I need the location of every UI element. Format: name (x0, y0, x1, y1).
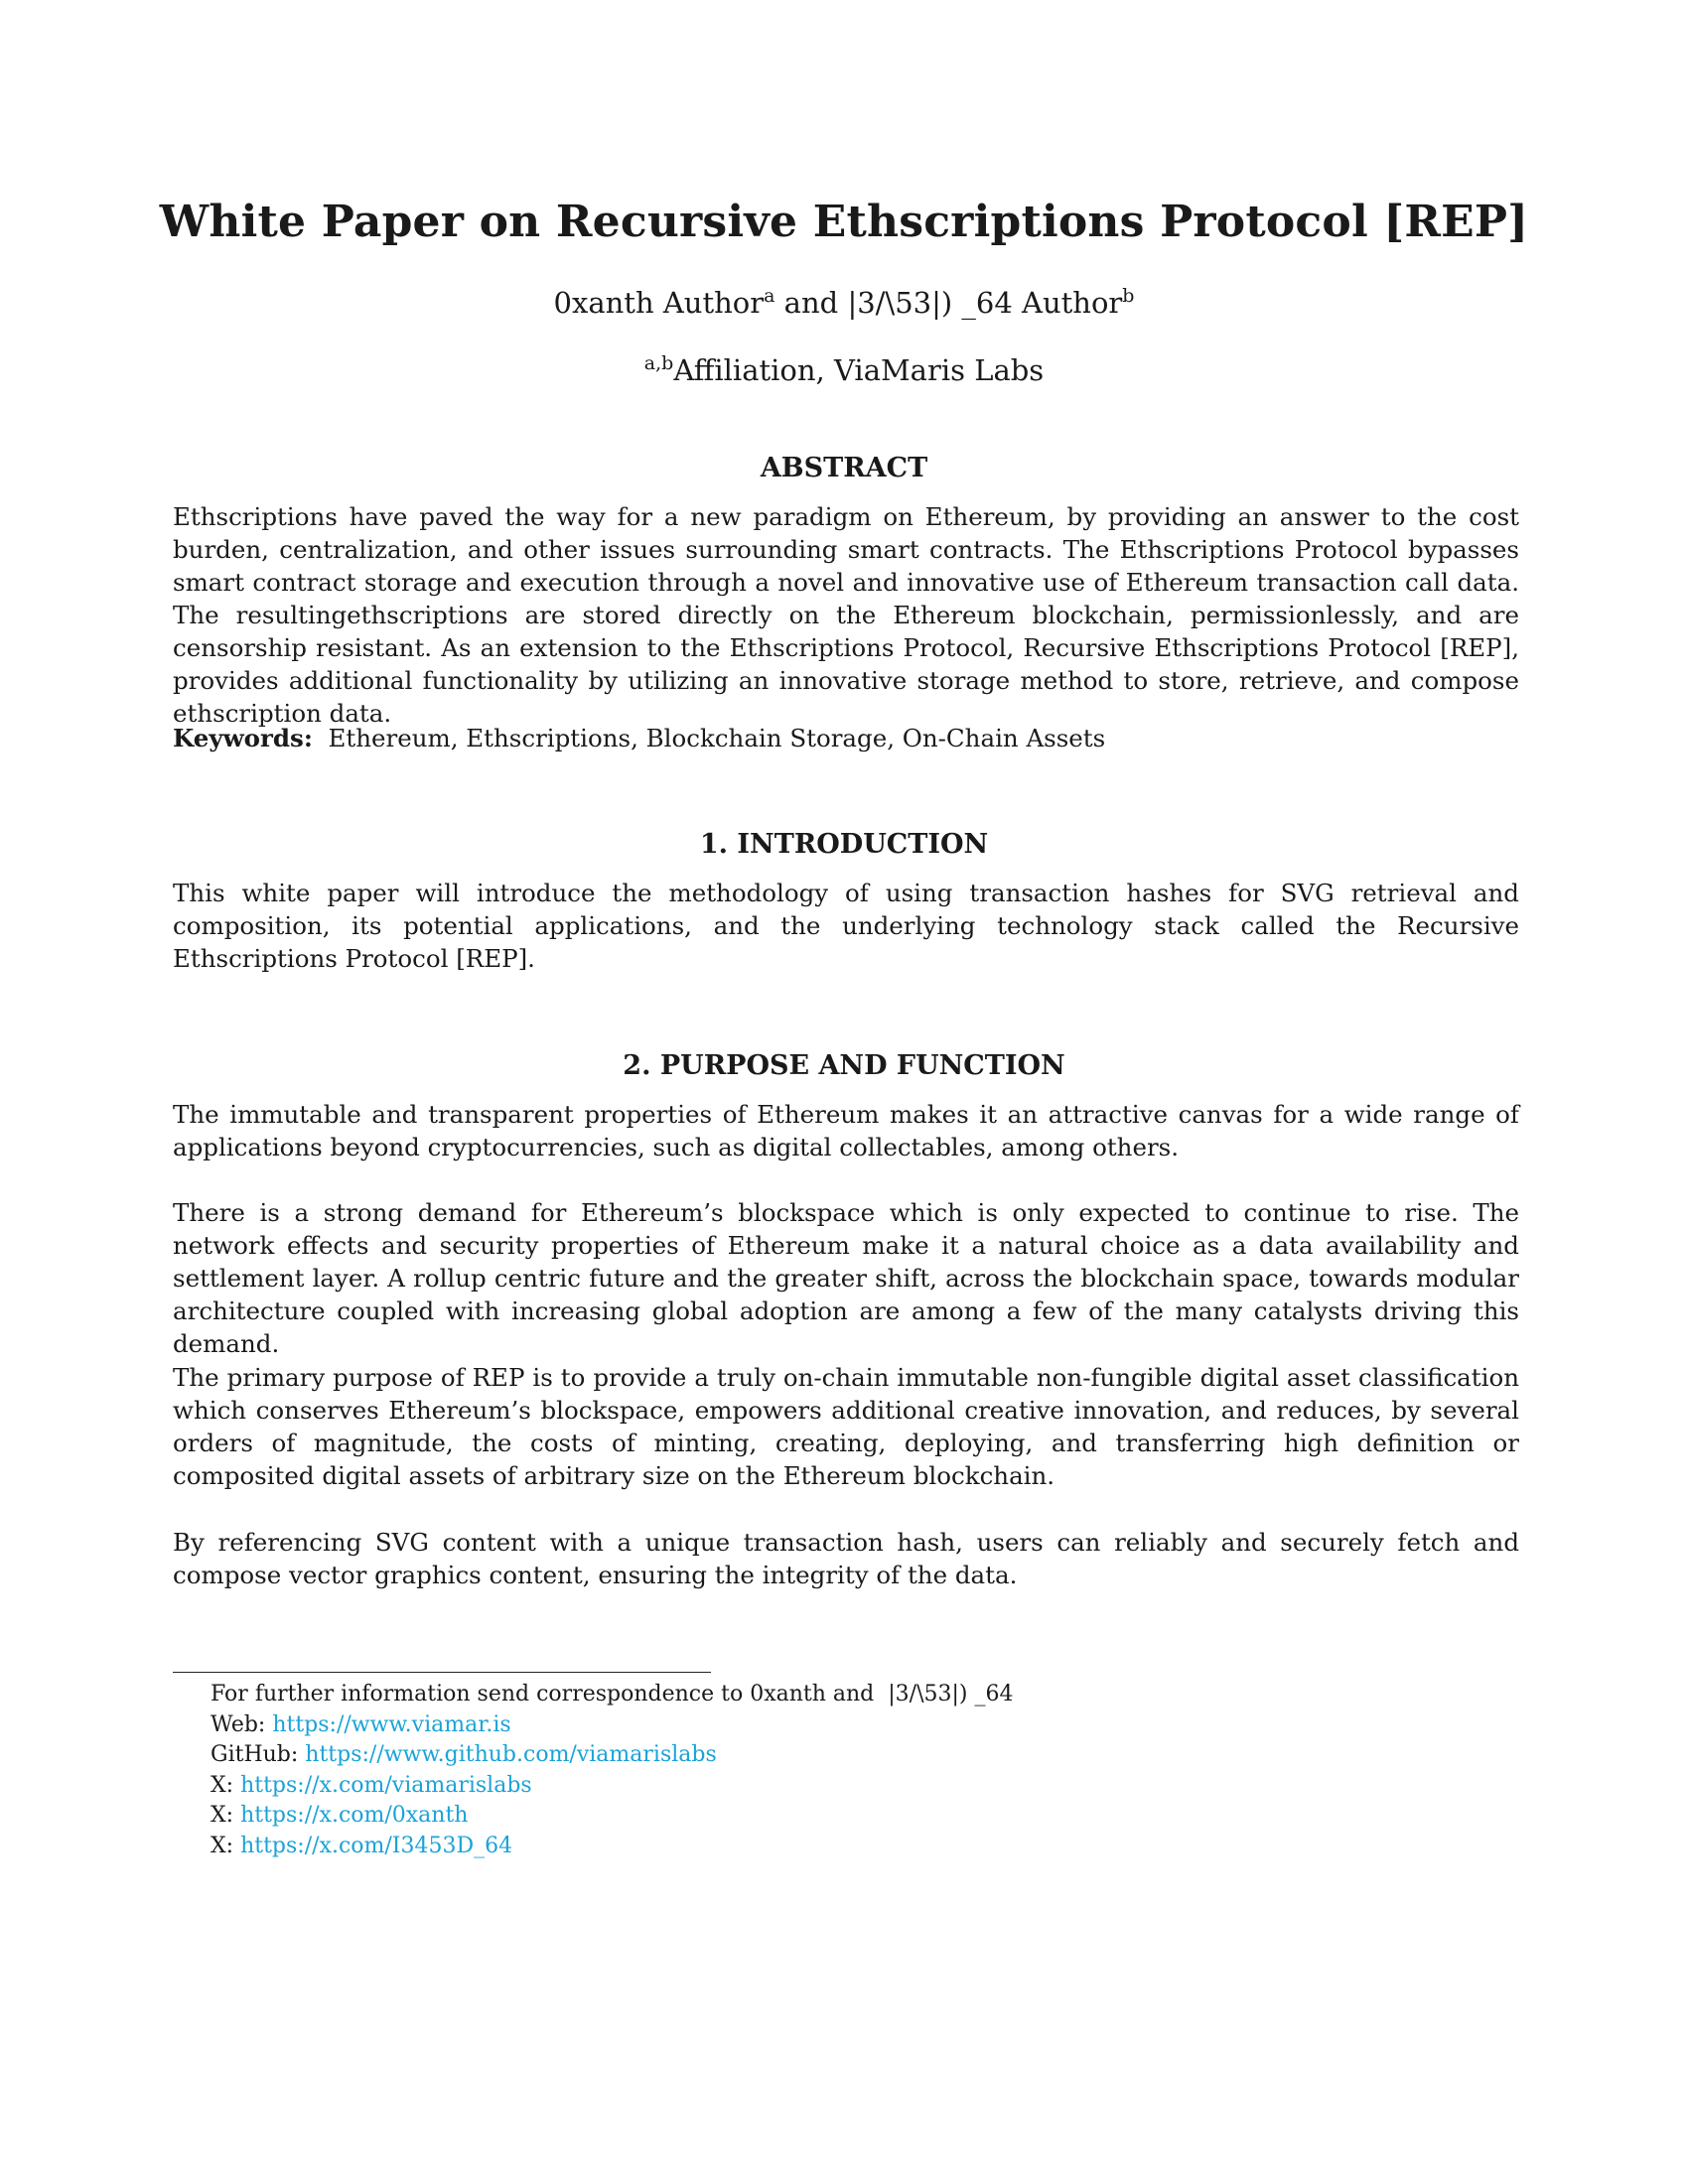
purpose-paragraph-4: By referencing SVG content with a unique transaction hash, users can reliably and securely fetch and compose vector graphics content, ensuring the integrity of the data. (173, 1528, 1519, 1589)
abstract-text: Ethscriptions have paved the way for a new paradigm on Ethereum, by providing an answer to the cost burden, centralization, and other issues surrounding smart contracts. The Ethscriptions Protocol bypasses smart contract storage and execution through a novel and innovative use of Ethereum transaction call data. The resultingethscriptions are stored directly on the Ethereum blockchain, permissionlessly, and are censorship resistant. As an extension to the Ethscriptions Protocol, Recursive Ethscriptions Protocol [REP], provides additional functionality by utilizing an innovative storage method to store, retrieve, and compose ethscription data. (173, 502, 1519, 728)
website-link[interactable]: https://www.viamar.is (272, 1711, 511, 1737)
purpose-paragraph-2: There is a strong demand for Ethereum’s blockspace which is only expected to continue to rise. The network effects and security properties of Ethereum make it a natural choice as a data availability and settlement layer. A rollup centric future and the greater shift, across the blockchain space, towards modular architecture coupled with increasing global adoption are among a few of the many catalysts driving this demand. (173, 1198, 1519, 1358)
keywords-text: Ethereum, Ethscriptions, Blockchain Storage, On-Chain Assets (328, 724, 1106, 752)
author-a-name: 0xanth Author (553, 286, 765, 320)
section-heading-introduction: 1. INTRODUCTION (699, 829, 989, 860)
footnote-divider (173, 1672, 711, 1673)
footnote-link-row (211, 1740, 1013, 1771)
footnote-link-label: Web: (211, 1711, 273, 1737)
x-0xanth-link[interactable]: https://x.com/0xanth (240, 1803, 469, 1828)
footnote-link-row (211, 1771, 1013, 1802)
purpose-paragraph-3: The primary purpose of REP is to provide a truly on-chain immutable non-fungible digital asset classification which conserves Ethereum’s blockspace, empowers additional creative innovation, and reduces, by several orders of magnitude, the costs of minting, creating, deploying, and transferring high definition or composited digital assets of arbitrary size on the Ethereum blockchain. (173, 1363, 1519, 1490)
footnote-link-label: X: (211, 1803, 241, 1828)
footnote-link-label: GitHub: (211, 1742, 306, 1767)
footnote-correspondence: For further information send correspondence to 0xanth and |3/\53|) _64 (211, 1682, 1014, 1706)
footnote-link-label: X: (211, 1772, 241, 1798)
footnote-link-row (211, 1710, 1013, 1741)
author-b-superscript: b (1122, 285, 1135, 307)
footnote-block (211, 1680, 1013, 1861)
paper-title: White Paper on Recursive Ethscriptions Protocol [REP] (159, 197, 1529, 247)
x-i3453d-64-link[interactable]: https://x.com/I3453D_64 (240, 1833, 513, 1858)
github-link[interactable]: https://www.github.com/viamarislabs (305, 1742, 717, 1767)
footnote-link-label: X: (211, 1833, 241, 1858)
author-b-name: |3/\53|) _64 Author (847, 286, 1123, 320)
abstract-heading: ABSTRACT (760, 453, 928, 483)
affiliation (0, 353, 1688, 387)
author-a-superscript: a (764, 285, 775, 307)
purpose-paragraph-1: The immutable and transparent properties of Ethereum makes it an attractive canvas for a wide range of applications beyond cryptocurrencies, such as digital collectables, among others. (173, 1100, 1519, 1161)
keywords-label: Keywords: (173, 724, 313, 752)
introduction-paragraph-1: This white paper will introduce the methodology of using transaction hashes for SVG retrieval and composition, its potential applications, and the underlying technology stack called the Recursive Ethscriptions Protocol [REP]. (173, 879, 1519, 973)
x-viamarislabs-link[interactable]: https://x.com/viamarislabs (240, 1772, 532, 1798)
author-conjunction: and (774, 286, 848, 320)
keywords (173, 722, 1519, 754)
affiliation-superscript: a,b (643, 352, 674, 374)
author-list (0, 286, 1688, 320)
footnote-link-row (211, 1801, 1013, 1832)
affiliation-text: Affiliation, ViaMaris Labs (673, 353, 1045, 387)
section-heading-purpose-and-function: 2. PURPOSE AND FUNCTION (623, 1050, 1065, 1081)
footnote-link-row (211, 1832, 1013, 1862)
